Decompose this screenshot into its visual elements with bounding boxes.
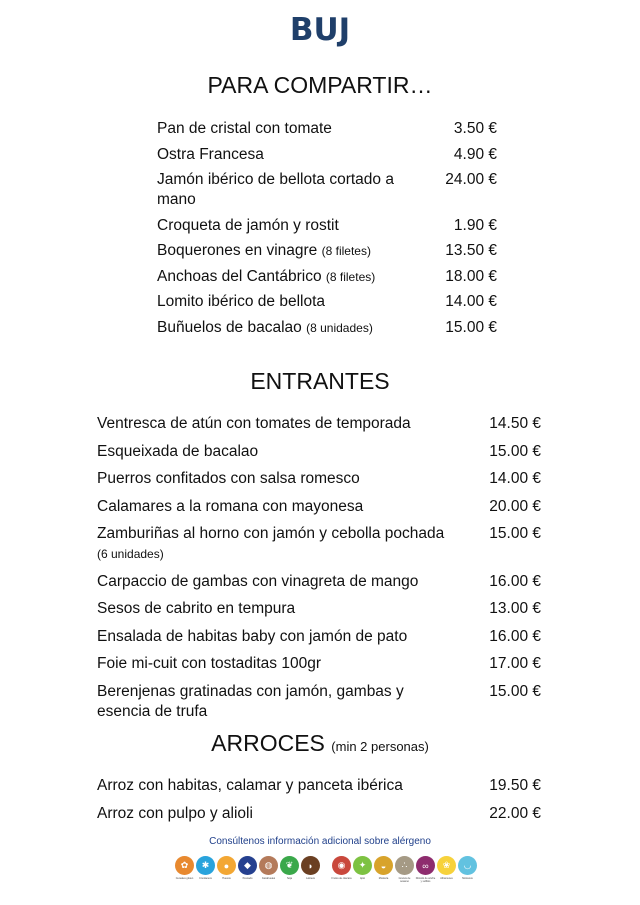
menu-item-price: 15.00 € [489, 442, 541, 460]
menu-item-price: 13.00 € [489, 600, 541, 617]
menu-item-price: 17.00 € [489, 655, 541, 672]
menu-item [97, 469, 541, 497]
item-name: Calamares a la romana con mayonesa [97, 497, 364, 515]
item-name: Buñuelos de bacalao [157, 318, 302, 336]
allergen-label: Lácteos [306, 877, 315, 880]
item-name: Berenjenas gratinadas con jamón, gambas y esencia de trufa [97, 682, 404, 720]
allergen-icon [394, 856, 415, 883]
item-name: Arroz con pulpo y alioli [97, 804, 253, 822]
menu-item [97, 497, 541, 525]
arroces-list [97, 776, 541, 831]
menu-item-name [157, 292, 407, 312]
menu-item-price: 20.00 € [489, 497, 541, 515]
allergen-label: Cereales gluten [175, 877, 194, 880]
item-name: Foie mi-cuit con tostaditas 100gr [97, 655, 321, 672]
allergen-icon [415, 856, 436, 883]
menu-item [157, 170, 497, 216]
item-note: (6 unidades) [97, 547, 164, 561]
menu-item-price: 15.00 € [445, 318, 497, 336]
allergen-symbol-icon: ❀ [437, 856, 456, 875]
menu-item [97, 524, 541, 572]
item-name: Croqueta de jamón y rostit [157, 216, 339, 234]
allergen-icon [352, 856, 373, 883]
menu-item [157, 318, 497, 344]
menu-item [97, 682, 541, 730]
menu-item-name [97, 776, 489, 796]
menu-item [97, 627, 541, 655]
allergen-symbol-icon: ✦ [353, 856, 372, 875]
entrantes-list [97, 414, 541, 729]
section-title-arroces [0, 730, 640, 757]
allergen-icon [436, 856, 457, 883]
allergen-label: Frutos de cáscara [331, 877, 352, 880]
restaurant-logo: BUJ [289, 12, 351, 48]
allergen-symbol-icon: ✱ [196, 856, 215, 875]
item-note: (8 filetes) [325, 269, 376, 284]
menu-item-price: 13.50 € [445, 242, 497, 259]
menu-item [157, 119, 497, 145]
allergen-symbol-icon: ◉ [332, 856, 351, 875]
menu-item [157, 145, 497, 171]
menu-item-price: 19.50 € [489, 777, 541, 794]
allergen-label: Altramuces [440, 877, 453, 880]
item-name: Puerros confitados con salsa romesco [97, 470, 360, 487]
menu-item-price: 24.00 € [445, 171, 497, 188]
allergen-label: Pescado [242, 877, 253, 880]
item-name: Ensalada de habitas baby con jamón de pato [97, 627, 408, 645]
item-name: Arroz con habitas, calamar y panceta ibérica [97, 777, 403, 794]
menu-item-name [157, 145, 407, 165]
menu-item-price: 16.00 € [489, 572, 541, 590]
allergen-label: Crustáceos [199, 877, 212, 880]
menu-item-name [157, 267, 407, 287]
section-title-entrantes: ENTRANTES [250, 368, 390, 394]
menu-item-price: 3.50 € [453, 120, 497, 137]
menu-item-name [97, 627, 457, 647]
menu-item-name [97, 442, 457, 462]
menu-item [97, 442, 541, 470]
menu-item-name [97, 572, 457, 592]
allergen-icon [457, 856, 478, 883]
allergen-label: Soja [286, 877, 292, 880]
para-compartir-list [157, 119, 497, 343]
allergen-symbol-icon: ∴ [395, 856, 414, 875]
allergen-icon [300, 856, 321, 883]
menu-item [157, 292, 497, 318]
menu-item-name [157, 170, 407, 210]
allergen-label: Moluscos [462, 877, 473, 880]
menu-item-name [157, 241, 407, 261]
item-name: Zamburiñas al horno con jamón y cebolla pochada [97, 525, 445, 542]
item-name: Boquerones en vinagre [157, 242, 318, 259]
menu-item-name [97, 497, 457, 517]
menu-item [157, 241, 497, 267]
allergen-icon [373, 856, 394, 883]
menu-item-price: 15.00 € [489, 525, 541, 542]
item-name: Carpaccio de gambas con vinagreta de mango [97, 572, 419, 590]
menu-item-name [97, 524, 457, 564]
allergen-symbol-icon: ● [217, 856, 236, 875]
menu-item-price: 18.00 € [445, 267, 497, 285]
allergen-symbol-icon: ✿ [175, 856, 194, 875]
menu-item [97, 414, 541, 442]
menu-item [97, 599, 541, 627]
menu-item-name [97, 804, 489, 824]
allergen-symbol-icon: ◆ [238, 856, 257, 875]
allergen-symbol-icon: ◍ [259, 856, 278, 875]
allergen-icon [279, 856, 300, 883]
menu-item-price: 14.50 € [489, 415, 541, 432]
allergen-label: Granos de sésamo [398, 877, 411, 883]
arroces-title: ARROCES [211, 730, 325, 756]
menu-item-name [97, 599, 457, 619]
item-name: Sesos de cabrito en tempura [97, 600, 296, 617]
item-name: Pan de cristal con tomate [157, 120, 332, 137]
menu-item-name [157, 216, 407, 236]
allergen-symbol-icon: ∞ [416, 856, 435, 875]
item-name: Ostra Francesa [157, 145, 264, 163]
menu-item [157, 216, 497, 242]
allergen-icon [195, 856, 216, 883]
menu-item [97, 572, 541, 600]
menu-item [97, 776, 541, 804]
menu-item-name [97, 654, 457, 674]
arroces-subtitle: (min 2 personas) [331, 739, 429, 754]
allergen-symbol-icon: ◡ [458, 856, 477, 875]
menu-item-price: 16.00 € [489, 627, 541, 645]
allergen-symbol-icon: ◒ [374, 856, 393, 875]
menu-item-price: 15.00 € [489, 682, 541, 700]
menu-item [97, 654, 541, 682]
allergen-label: Huevos [222, 877, 231, 880]
menu-item-name [157, 318, 407, 338]
item-note: (8 filetes) [321, 244, 371, 258]
allergen-symbol-icon: ❦ [280, 856, 299, 875]
menu-item-price: 22.00 € [489, 804, 541, 822]
allergen-icons [174, 856, 478, 883]
allergen-symbol-icon: ◗ [301, 856, 320, 875]
menu-item-price: 14.00 € [445, 293, 497, 310]
menu-item-price: 4.90 € [453, 145, 497, 163]
menu-item-price: 14.00 € [489, 470, 541, 487]
allergen-icon [258, 856, 279, 883]
menu-item-name [97, 414, 457, 434]
item-name: Ventresca de atún con tomates de temporada [97, 415, 411, 432]
menu-item-name [97, 682, 457, 722]
allergen-label: Dióxido de azufre y sulfitos [415, 877, 436, 883]
allergen-icon [174, 856, 195, 883]
item-name: Jamón ibérico de bellota cortado a mano [157, 171, 394, 208]
menu-item-name [97, 469, 457, 489]
menu-item [157, 267, 497, 293]
allergen-icon [237, 856, 258, 883]
allergen-label: Cacahuetes [261, 877, 276, 880]
allergen-label: Mostaza [378, 877, 389, 880]
allergen-note: Consúltenos información adicional sobre alérgeno [209, 836, 431, 847]
menu-item [97, 804, 541, 832]
allergen-icon [216, 856, 237, 883]
item-name: Anchoas del Cantábrico [157, 267, 322, 285]
allergen-icon [331, 856, 352, 883]
item-name: Lomito ibérico de bellota [157, 293, 326, 310]
item-name: Esqueixada de bacalao [97, 442, 259, 460]
menu-item-name [157, 119, 407, 139]
section-title-para-compartir: PARA COMPARTIR… [207, 72, 433, 98]
menu-item-price: 1.90 € [453, 216, 497, 234]
item-note: (8 unidades) [306, 320, 373, 335]
allergen-label: Apio [359, 877, 365, 880]
